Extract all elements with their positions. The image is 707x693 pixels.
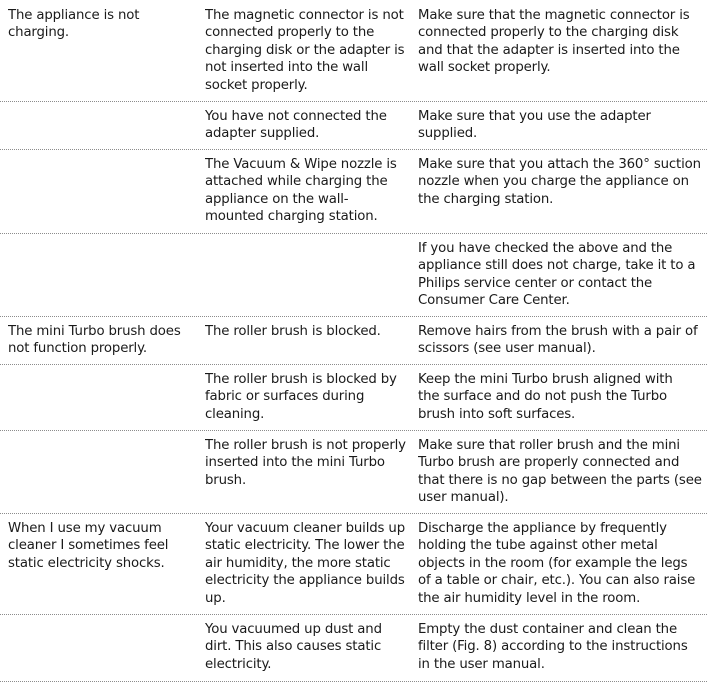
cause-cell: The Vacuum & Wipe nozzle is attached while charging the appliance on the wall- mounted charging station. — [205, 157, 397, 225]
cause-cell: Your vacuum cleaner builds up static electricity. The lower the air humidity, the more static electricity the appliance builds up. — [205, 521, 405, 606]
cause-cell: The magnetic connector is not connected properly to the charging disk or the adapter is not inserted into the wall socket properly. — [205, 8, 405, 93]
cause-cell: The roller brush is blocked. — [205, 324, 381, 339]
table-row — [0, 101, 707, 149]
cause-cell: You have not connected the adapter supplied. — [205, 109, 387, 142]
problem-cell: When I use my vacuum cleaner I sometimes feel static electricity shocks. — [8, 521, 169, 571]
solution-cell: Keep the mini Turbo brush aligned with the surface and do not push the Turbo brush into soft surfaces. — [418, 372, 673, 422]
table-row — [0, 364, 707, 430]
row-divider — [0, 681, 707, 682]
table-row — [0, 0, 707, 101]
cause-cell: The roller brush is not properly inserted into the mini Turbo brush. — [205, 438, 406, 488]
solution-cell: Make sure that roller brush and the mini Turbo brush are properly connected and that there is no gap between the parts (see user manual). — [418, 438, 702, 506]
solution-cell: Make sure that the magnetic connector is connected properly to the charging disk and that the adapter is inserted into the wall socket properly. — [418, 8, 690, 76]
cause-cell: The roller brush is blocked by fabric or surfaces during cleaning. — [205, 372, 397, 422]
solution-cell: Empty the dust container and clean the filter (Fig. 8) according to the instructions in the user manual. — [418, 622, 688, 672]
problem-cell: The mini Turbo brush does not function properly. — [8, 324, 181, 357]
solution-cell: Make sure that you use the adapter supplied. — [418, 109, 651, 142]
table-row — [0, 316, 707, 364]
solution-cell: Discharge the appliance by frequently holding the tube against other metal objects in the room (for example the legs of a table or chair, etc.). You can also raise the air humidity level in the room. — [418, 521, 696, 606]
solution-cell: Remove hairs from the brush with a pair of scissors (see user manual). — [418, 324, 698, 357]
table-row — [0, 513, 707, 614]
problem-cell: The appliance is not charging. — [8, 8, 140, 41]
table-row — [0, 430, 707, 513]
table-row — [0, 233, 707, 316]
solution-cell: If you have checked the above and the appliance still does not charge, take it to a Philips service center or contact the Consumer Care Center. — [418, 241, 696, 309]
table-row — [0, 149, 707, 233]
cause-cell: You vacuumed up dust and dirt. This also causes static electricity. — [205, 622, 382, 672]
table-row — [0, 614, 707, 680]
solution-cell: Make sure that you attach the 360° suction nozzle when you charge the appliance on the charging station. — [418, 157, 701, 207]
